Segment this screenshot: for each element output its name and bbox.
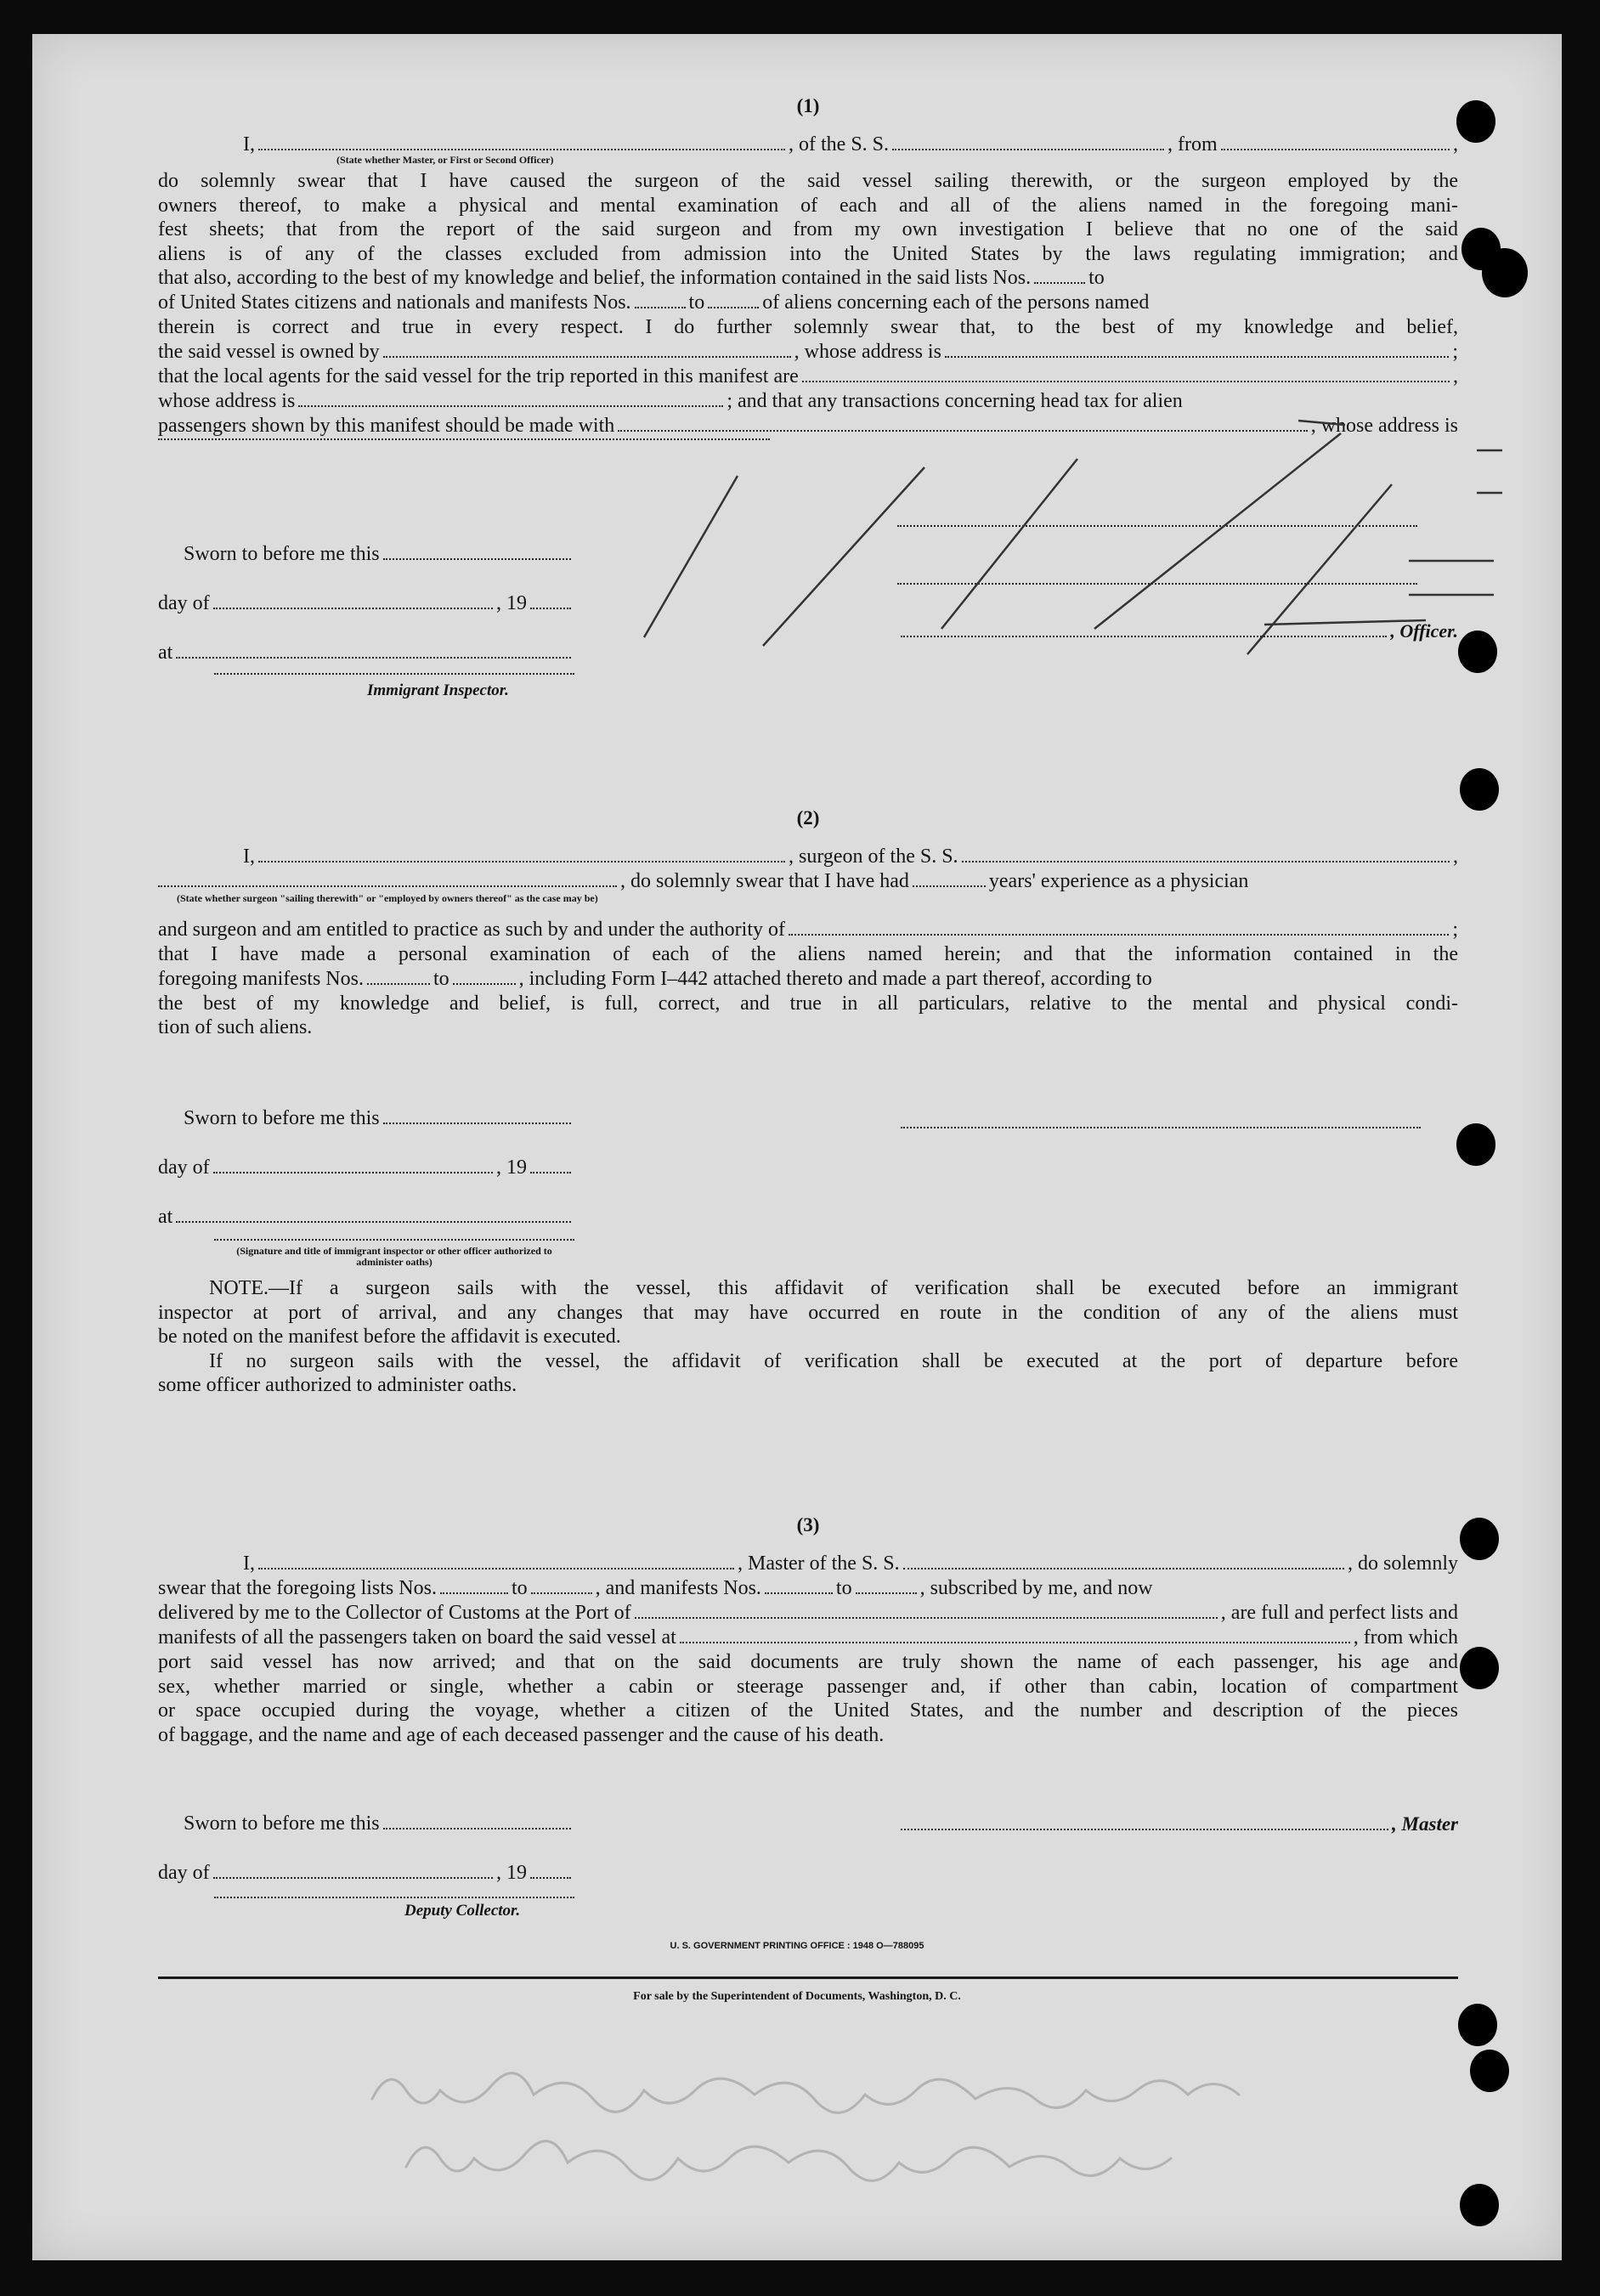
section-number: (3) bbox=[796, 1514, 820, 1535]
lists-from-field[interactable] bbox=[440, 1592, 508, 1594]
cancel-stroke bbox=[1094, 433, 1341, 629]
lists-to-field[interactable] bbox=[531, 1592, 592, 1594]
inspector-caption: Immigrant Inspector. bbox=[367, 681, 509, 699]
inspector-signature-field[interactable] bbox=[214, 1239, 574, 1241]
master-vessel-field[interactable] bbox=[903, 1568, 1344, 1569]
section-number: (2) bbox=[796, 807, 820, 828]
print-office-line: U. S. GOVERNMENT PRINTING OFFICE : 1948 O—788095 bbox=[670, 1941, 924, 1951]
punch-hole bbox=[1458, 2004, 1497, 2046]
note-block: NOTE.—If a surgeon sails with the vessel, this affidavit of verification shall be executed before an immigrant inspector at port of arrival, and any changes that may have occurred en route in the condition of any of the aliens must be noted on the manifest before the affidavit is executed. If no surgeon sails with the vessel, the affidavit of verification shall be executed at the port of departure before some officer authorized to administer oaths. bbox=[158, 1277, 1458, 1396]
field-note: (State whether Master, or First or Second Officer) bbox=[336, 154, 554, 166]
form-page: (1) I, , of the S. S. , from , (State whether Master, or First or Second Officer) do solemnly swear that I have caused the surgeon of the said vessel sailing therewith, or the surgeon employed by the owners thereof, to make a physical and mental examination of each and all of the aliens named in the foregoing mani- fest sheets; that from the report of the said surgeon and from my own investigation I believe that no one of the said aliens is of any of the classes excluded from admission into the United States by the laws regulating immigration; and that also, according to the best of my knowledge and belief, the information contained in the said lists Nos. to of United States citizens and nationals and manifests Nos. to of aliens concerning each of the persons named therein is correct and true in every respect. I do further solemnly swear that, to the best of my knowledge and belief, the said vessel is owned by , whose address is ; that the local agents for the said vessel for the trip reported in this manifest are , whose address is ; and that any transactions concerning head tax for alien passengers shown by this manifest should be made with , whose address is Sworn to before me this day of , 19 at Immigrant Inspector. , Officer. (2) I, , surgeon of the S. S. , , do solemnly swear that I have had years' experience as a physician (State whether surgeon "sailing therewith" or "employed by owners thereof" as the case may be) and surgeon and am entitled to practice as such by and under the authority of ; that I have made a personal examination of each of the aliens named herein; and that the information contained in the foregoing manifests Nos. to , including Form I–442 attached thereto and made a part thereof, according to the best of my knowledge and belief, is full, correct, and true in all particulars, relative to the mental and physical condi- tion of such aliens. Sworn to before me this day of , 19 at (Signature and title of immigrant inspector or other officer authorized to administer oaths) NOTE.—If a surgeon sails with the vessel, this affidavit of verification shall be executed before an immigrant inspector at port of arrival, and any changes that may have occurred en route in the condition of any of the aliens must be noted on the manifest before the affidavit is executed. If no surgeon sails with the vessel, the affidavit of verification shall be executed at the port of departure before some officer authorized to administer oaths. (3) I, , Master of the S. S. , do solemnly swear that the foregoing lists Nos. to , and manifests Nos. to , subscribed by me, and now delivered by me to the Collector of Customs at the Port of , are full and perfect lists and manifests of all the passengers taken on board the said vessel at , from which port said vessel has now arrived; and that on the said documents are truly shown the name of each passenger, his age and sex, whether married or single, whether a cabin or steerage passenger and, if other than cabin, location of compartment or space occupied during the voyage, whether a citizen of the United States, and the number and description of the pieces of baggage, and the name and age of each deceased passenger and the cause of his death. Sworn to before me this , Master day of , 19 Deputy Collector. U. S. GOVERNMENT PRINTING OFFICE : 1948 O—788095 For sale by the Superintendent of Documents, Washington, D. C. bbox=[32, 34, 1562, 2260]
surgeon-type-field[interactable] bbox=[158, 885, 617, 887]
collector-signature-field[interactable] bbox=[214, 1897, 574, 1898]
sworn-date-field[interactable] bbox=[383, 1828, 571, 1829]
punch-hole bbox=[1460, 1647, 1499, 1689]
surgeon-name-field[interactable] bbox=[258, 861, 785, 862]
manifests-to-field[interactable] bbox=[453, 983, 516, 985]
collector-caption: Deputy Collector. bbox=[404, 1902, 521, 1920]
sworn-date-field[interactable] bbox=[383, 1123, 571, 1124]
manifests-from-field[interactable] bbox=[367, 983, 430, 985]
master-oath-paragraph: port said vessel has now arrived; and that on the said documents are truly shown the name of each passenger, his age and sex, whether married or single, whether a cabin or steerage passenger and, if other than cabin, location of compartment or space occupied during the voyage, whether a citizen of the United States, and the number and description of the pieces bbox=[158, 1651, 1458, 1722]
footer-rule bbox=[158, 1976, 1458, 1979]
punch-hole bbox=[1460, 2184, 1499, 2226]
cancel-stroke bbox=[644, 476, 738, 637]
port-field[interactable] bbox=[635, 1617, 1218, 1619]
cancel-stroke bbox=[1298, 421, 1345, 425]
place-field[interactable] bbox=[176, 1221, 571, 1223]
section-2: (2) I, , surgeon of the S. S. , , do solemnly swear that I have had years' experience as a physician (State whether surgeon "sailing therewith" or "employed by owners thereof" as the case may be) and surgeon and am entitled to practice as such by and under the authority of ; that I have made a personal examination of each of the aliens named herein; and that the information contained in the foregoing manifests Nos. to , including Form I–442 attached thereto and made a part thereof, according to the best of my knowledge and belief, is full, correct, and true in all particulars, relative to the mental and physical condi- tion of such aliens. bbox=[158, 807, 1458, 1038]
oath-line: I, , of the S. S. , from , bbox=[243, 133, 1458, 156]
cancel-stroke bbox=[763, 467, 924, 646]
cancel-stroke bbox=[941, 459, 1077, 629]
sale-notice: For sale by the Superintendent of Documents, Washington, D. C. bbox=[633, 1990, 961, 2003]
year-field[interactable] bbox=[530, 1877, 571, 1879]
day-field[interactable] bbox=[213, 1877, 493, 1879]
master-name-field[interactable] bbox=[258, 1568, 734, 1569]
section-3: (3) I, , Master of the S. S. , do solemnly swear that the foregoing lists Nos. to , and manifests Nos. to , subscribed by me, and now delivered by me to the Collector of Customs at the Port of , are full and perfect lists and manifests of all the passengers taken on board the said vessel at , from which port said vessel has now arrived; and that on the said documents are truly shown the name of each passenger, his age and sex, whether married or single, whether a cabin or steerage passenger and, if other than cabin, location of compartment or space occupied during the voyage, whether a citizen of the United States, and the number and description of the pieces of baggage, and the name and age of each deceased passenger and the cause of his death. bbox=[158, 1514, 1458, 1746]
field-note: (State whether surgeon "sailing therewith" or "employed by owners thereof" as the case may be) bbox=[177, 892, 598, 904]
authority-field[interactable] bbox=[789, 934, 1449, 936]
section-1: (1) I, , of the S. S. , from , (State whether Master, or First or Second Officer) do solemnly swear that I have caused the surgeon of the said vessel sailing therewith, or the surgeon employed by the owners thereof, to make a physical and mental examination of each and all of the aliens named in the foregoing mani- fest sheets; that from the report of the said surgeon and from my own investigation I believe that no one of the said aliens is of any of the classes excluded from admission into the United States by the laws regulating immigration; and that also, according to the best of my knowledge and belief, the information contained in the said lists Nos. to of United States citizens and nationals and manifests Nos. to of aliens concerning each of the persons named therein is correct and true in every respect. I do further solemnly swear that, to the best of my knowledge and belief, the said vessel is owned by , whose address is ; that the local agents for the said vessel for the trip reported in this manifest are , whose address is ; and that any transactions concerning head tax for alien passengers shown by this manifest should be made with , whose address is bbox=[158, 95, 1458, 445]
manifests-to-field[interactable] bbox=[856, 1592, 917, 1594]
punch-hole bbox=[1456, 1123, 1495, 1166]
surgeon-signature-field[interactable] bbox=[901, 1127, 1421, 1128]
day-field[interactable] bbox=[213, 1172, 493, 1173]
cancellation-marks bbox=[32, 34, 1562, 799]
oath-paragraph: do solemnly swear that I have caused the surgeon of the said vessel sailing therewith, or the surgeon employed by the owners thereof, to make a physical and mental examination of each and all of the aliens named in the foregoing mani- fest sheets; that from the report of the said surgeon and from my own investigation I believe that no one of the said aliens is of any of the classes excluded from admission into the United States by the laws regulating immigration; and bbox=[158, 170, 1458, 265]
signature-caption: (Signature and title of immigrant inspector or other officer authorized to administer oaths) bbox=[236, 1245, 552, 1268]
surgeon-vessel-field[interactable] bbox=[962, 861, 1450, 862]
cancel-stroke bbox=[1247, 484, 1392, 654]
year-field[interactable] bbox=[530, 1172, 571, 1173]
master-signature-field[interactable] bbox=[901, 1829, 1388, 1830]
cancel-stroke bbox=[1264, 620, 1426, 625]
punch-hole bbox=[1470, 2050, 1509, 2092]
section-number: (1) bbox=[796, 95, 820, 116]
handwriting-bleed-through bbox=[355, 2048, 1460, 2192]
years-experience-field[interactable] bbox=[913, 885, 986, 887]
embark-port-field[interactable] bbox=[680, 1642, 1350, 1643]
punch-hole bbox=[1460, 1518, 1499, 1560]
manifests-from-field[interactable] bbox=[765, 1592, 833, 1594]
